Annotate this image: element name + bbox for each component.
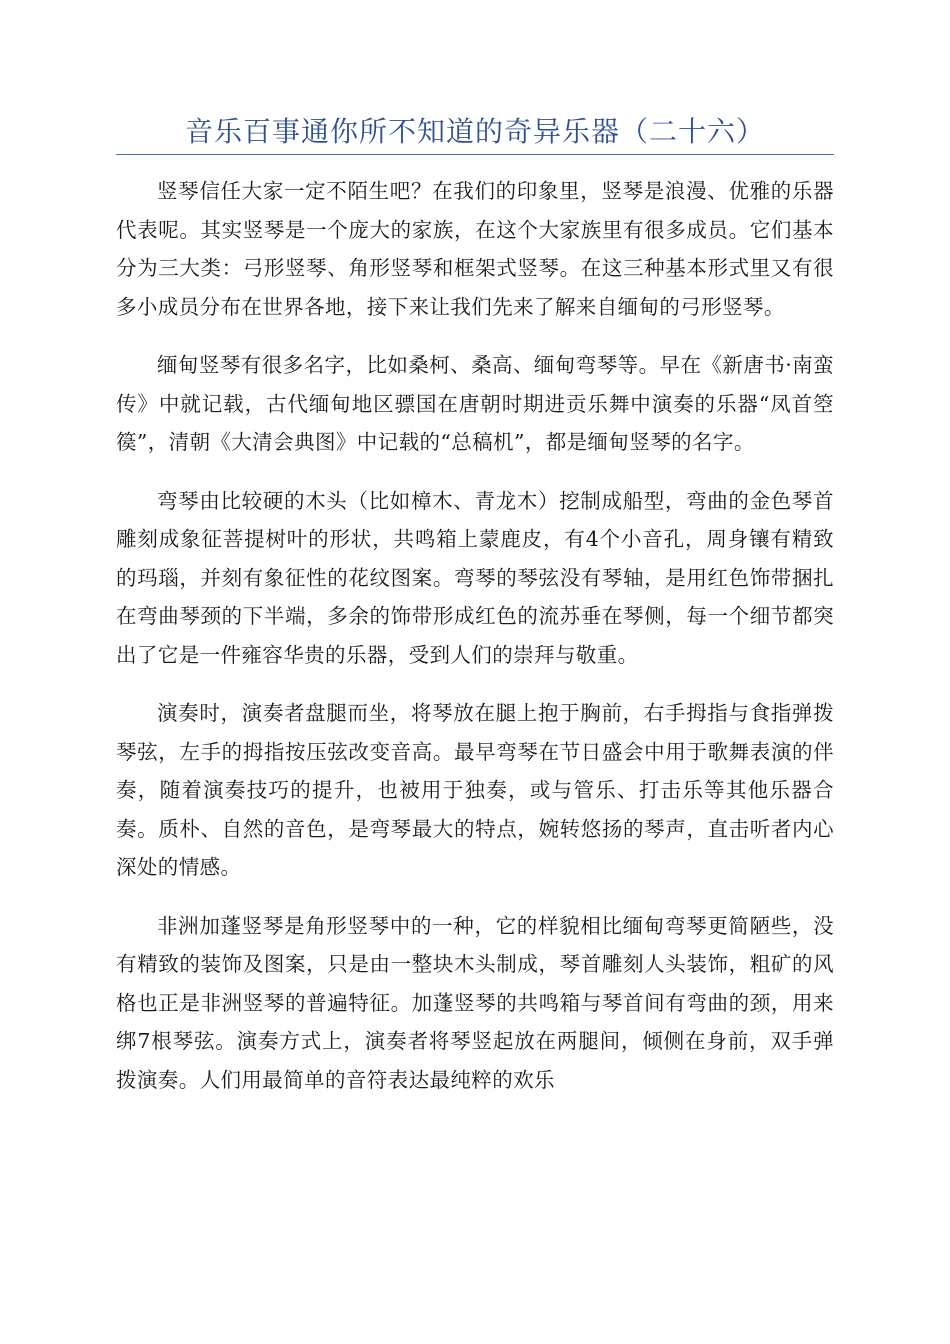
paragraph-3: 弯琴由比较硬的木头（比如樟木、青龙木）挖制成船型，弯曲的金色琴首雕刻成象征菩提树叶的形状，共鸣箱上蒙鹿皮，有4个小音孔，周身镶有精致的玛瑙，并刻有象征性的花纹图案。弯琴的琴弦没有琴轴，是用红色饰带捆扎在弯曲琴颈的下半端，多余的饰带形成红色的流苏垂在琴侧，每一个细节都突出了它是一件雍容华贵的乐器，受到人们的崇拜与敬重。 bbox=[116, 488, 834, 667]
paragraph-1: 竖琴信任大家一定不陌生吧？在我们的印象里，竖琴是浪漫、优雅的乐器代表呢。其实竖琴是一个庞大的家族，在这个大家族里有很多成员。它们基本分为三大类：弓形竖琴、角形竖琴和框架式竖琴。在这三种基本形式里又有很多小成员分布在世界各地，接下来让我们先来了解来自缅甸的弓形竖琴。 bbox=[116, 179, 834, 319]
paragraph-2: 缅甸竖琴有很多名字，比如桑柯、桑高、缅甸弯琴等。早在《新唐书·南蛮传》中就记载，古代缅甸地区骠国在唐朝时期进贡乐舞中演奏的乐器“凤首箜篌”，清朝《大清会典图》中记载的“总稿机”，都是缅甸竖琴的名字。 bbox=[116, 353, 834, 454]
paragraph-4: 演奏时，演奏者盘腿而坐，将琴放在腿上抱于胸前，右手拇指与食指弹拨琴弦，左手的拇指按压弦改变音高。最早弯琴在节日盛会中用于歌舞表演的伴奏，随着演奏技巧的提升，也被用于独奏，或与管乐、打击乐等其他乐器合奏。质朴、自然的音色，是弯琴最大的特点，婉转悠扬的琴声，直击听者内心深处的情感。 bbox=[116, 701, 834, 879]
document-body bbox=[116, 172, 834, 1119]
title-underline bbox=[116, 154, 834, 155]
paragraph-5: 非洲加蓬竖琴是角形竖琴中的一种，它的样貌相比缅甸弯琴更简陋些，没有精致的装饰及图案，只是由一整块木头制成，琴首雕刻人头装饰，粗矿的风格也正是非洲竖琴的普遍特征。加蓬竖琴的共鸣箱与琴首间有弯曲的颈，用来绑7根琴弦。演奏方式上，演奏者将琴竖起放在两腿间，倾侧在身前，双手弹拨演奏。人们用最简单的音符表达最纯粹的欢乐 bbox=[116, 913, 834, 1092]
document-title: 音乐百事通你所不知道的奇异乐器（二十六） bbox=[184, 115, 765, 148]
